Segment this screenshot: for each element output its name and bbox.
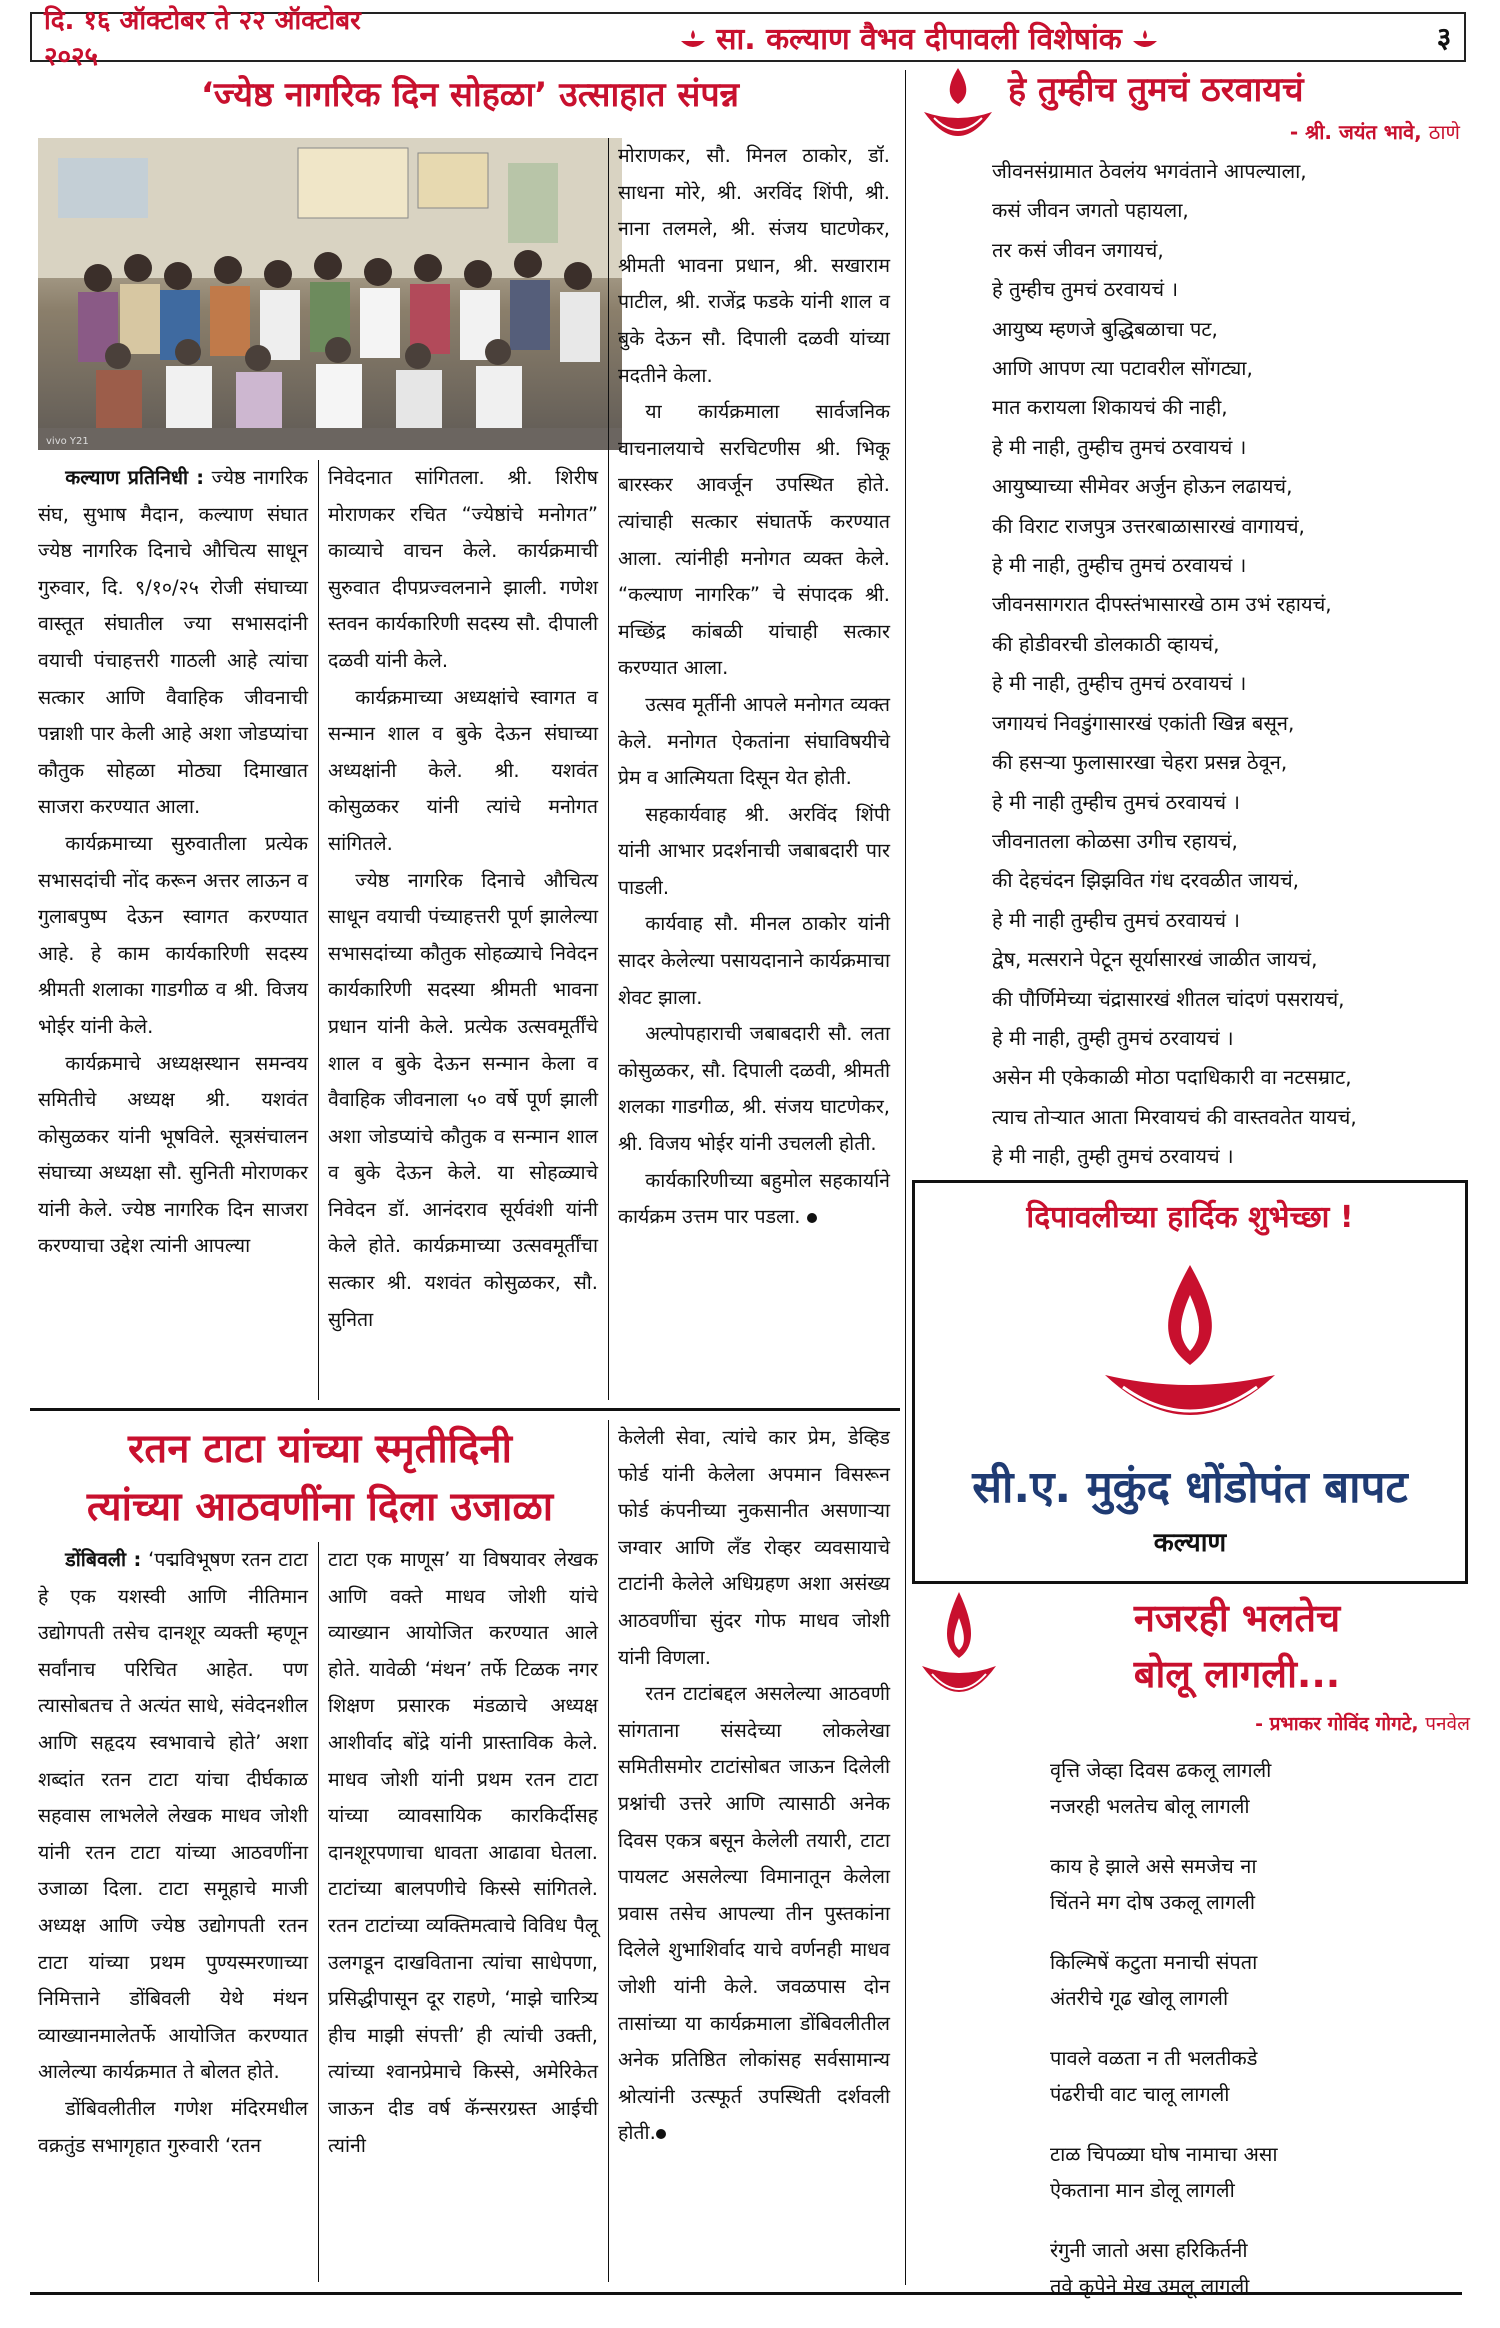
poem1-line: की हसऱ्या फुलासारखा चेहरा प्रसन्न ठेवून,	[992, 750, 1288, 775]
poem1-line: कसं जीवन जगतो पहायला,	[992, 198, 1189, 223]
photo-watermark: vivo Y21	[46, 436, 89, 447]
poem1-line: त्याच तोऱ्यात आता मिरवायचं की वास्तवतेत यायचं,	[992, 1104, 1357, 1129]
article1-para: कार्यवाह सौ. मीनल ठाकोर यांनी सादर केलेल्या पसायदानाने कार्यक्रमाचा शेवट झाला.	[618, 912, 890, 1009]
article1-para: सहकार्यवाह श्री. अरविंद शिंपी यांनी आभार प्रदर्शनाची जबाबदारी पार पाडली.	[618, 802, 890, 899]
article1-para: कार्यकारिणीच्या बहुमोल सहकार्याने कार्यक्रम उत्तम पार पडला.	[618, 1168, 890, 1229]
event-photo	[38, 138, 622, 450]
end-bullet-icon	[656, 2129, 666, 2139]
poem2-body	[1050, 1752, 1450, 2328]
article2-para: टाटा एक माणूस’ या विषयावर लेखक आणि वक्ते माधव जोशी यांचे व्याख्यान आयोजित करण्यात आले होते. यावेळी ‘मंथन’ तर्फे टिळक नगर शिक्षण प्रसारक मंडळाचे अध्यक्ष आशीर्वाद बोंद्रे यांनी प्रास्ताविक केले. माधव जोशी यांनी प्रथम रतन टाटा यांच्या व्यावसायिक कारकिर्दीसह दानशूरपणाचा धावता आढावा घेतला. टाटांच्या बालपणीचे किस्से सांगितले. रतन टाटांच्या व्यक्तिमत्वाचे विविध पैलू उलगडून दाखविताना त्यांचा साधेपणा, प्रसिद्धीपासून दूर राहणे, ‘माझे चारित्र्य हीच माझी संपत्ती’ ही त्यांची उक्ती, त्यांच्या श्वानप्रेमाचे किस्से, अमेरिकेत जाऊन दीड वर्ष कॅन्सरग्रस्त आईची त्यांनी	[328, 1548, 598, 2157]
poem1-author: - श्री. जयंत भावे,	[1289, 120, 1422, 144]
end-bullet-icon	[807, 1213, 817, 1223]
article2-headline	[30, 1420, 610, 1536]
article1-column-2	[328, 460, 598, 1338]
greeting-box	[912, 1180, 1468, 1584]
poem2-line: ऐकताना मान डोलू लागली	[1050, 2178, 1235, 2202]
poem2-author: - प्रभाकर गोविंद गोगटे,	[1255, 1713, 1419, 1735]
article1-para: या कार्यक्रमाला सार्वजनिक वाचनालयाचे सरचिटणीस श्री. भिकू बारस्कर आवर्जून उपस्थित होते. त्यांचाही सत्कार संघातर्फे करण्यात आला. त्यांनीही मनोगत व्यक्त केले. “कल्याण नागरिक” चे संपादक श्री. मच्छिंद्र कांबळी यांचाही सत्कार करण्यात आला.	[618, 400, 890, 680]
column-divider	[608, 1420, 609, 2282]
poem1-title: हे तुम्हीच तुमचं ठरवायचं	[1008, 70, 1304, 110]
poem2-line: पंढरीची वाट चालू लागली	[1050, 2082, 1230, 2106]
poem2-stanza	[1050, 1848, 1450, 1920]
article1-dateline: कल्याण प्रतिनिधी :	[65, 466, 204, 489]
right-column-divider	[905, 70, 906, 2285]
column-divider	[608, 138, 609, 1400]
poem1-line: की होडीवरची डोलकाठी व्हायचं,	[992, 631, 1220, 656]
poem2-stanza	[1050, 2232, 1450, 2304]
poem2-place: पनवेल	[1425, 1713, 1470, 1735]
poem1-line: की विराट राजपुत्र उत्तरबाळासारखं वागायचं,	[992, 513, 1305, 538]
diya-icon	[680, 29, 706, 51]
poem2-stanza	[1050, 1752, 1450, 1824]
poem2-line: चिंतने मग दोष उकलू लागली	[1050, 1890, 1256, 1914]
poem2-line: अंतरीचे गूढ खोलू लागली	[1050, 1986, 1229, 2010]
poem1-line: मात करायला शिकायचं की नाही,	[992, 395, 1228, 420]
greeting-title: दिपावलीच्या हार्दिक शुभेच्छा !	[1026, 1200, 1354, 1235]
article1-para: ज्येष्ठ नागरिक संघ, सुभाष मैदान, कल्याण संघात ज्येष्ठ नागरिक दिनाचे औचित्य साधून गुरुवार, दि. ९/१०/२५ रोजी संघाच्या वास्तूत संघातील ज्या सभासदांनी वयाची पंचाहत्तरी गाठली आहे त्यांचा सत्कार आणि वैवाहिक जीवनाची पन्नाशी पार केली आहे अशा जोडप्यांचा कौतुक सोहळा मोठ्या दिमाखात साजरा करण्यात आला.	[38, 466, 308, 819]
poem2-title-line1: नजरही भलतेच	[1133, 1596, 1341, 1640]
poem1-line: द्वेष, मत्सराने पेटून सूर्यासारखं जाळीत जायचं,	[992, 947, 1318, 972]
article1-column-1	[38, 460, 308, 1265]
column-divider	[318, 1542, 319, 2282]
poem2-line: पावले वळता न ती भलतीकडे	[1050, 2046, 1258, 2070]
article1-para: ज्येष्ठ नागरिक दिनाचे औचित्य साधून वयाची पंच्याहत्तरी पूर्ण झालेल्या सभासदांच्या कौतुक सोहळ्याचे निवेदन कार्यकारिणी सदस्या श्रीमती भावना प्रधान यांनी केले. प्रत्येक उत्सवमूर्तींचे शाल व बुके देऊन सन्मान केला व वैवाहिक जीवनाला ५० वर्षे पूर्ण झाली अशा जोडप्यांचे कौतुक व सन्मान शाल व बुके देऊन केले. या सोहळ्याचे निवेदन डॉ. आनंदराव सूर्यवंशी यांनी केले होते. कार्यक्रमाच्या उत्सवमूर्तींचा सत्कार श्री. यशवंत कोसुळकर, सौ. सुनिता	[328, 868, 598, 1331]
diya-flame-icon	[918, 64, 998, 154]
poem2-line: रंगुनी जातो असा हरिकिर्तनी	[1050, 2238, 1248, 2262]
poem1-line: आयुष्य म्हणजे बुद्धिबळाचा पट,	[992, 316, 1218, 341]
event-photo-illustration	[38, 138, 622, 450]
page-number: ३	[1436, 21, 1452, 54]
greeting-diya-icon	[1095, 1255, 1285, 1445]
article2-para: रतन टाटांबद्दल असलेल्या आठवणी सांगताना संसदेच्या लोकलेखा समितीसमोर टाटांसोबत जाऊन दिलेली प्रश्नांची उत्तरे आणि त्यासाठी अनेक दिवस एकत्र बसून केलेली तयारी, टाटा पायलट असलेल्या विमानातून केलेला प्रवास तसेच आपल्या तीन पुस्तकांना दिलेले शुभाशिर्वाद याचे वर्णनही माधव जोशी यांनी केले. जवळपास दोन तासांच्या या कार्यक्रमाला डोंबिवलीतील अनेक प्रतिष्ठित लोकांसह सर्वसामान्य श्रोत्यांनी उत्स्फूर्त उपस्थिती दर्शवली होती.	[618, 1682, 890, 2145]
poem1-line: जगायचं निवडुंगासारखं एकांती खिन्न बसून,	[992, 710, 1295, 735]
poem2-line: तवे कृपेने मेख उमलू लागली	[1050, 2274, 1250, 2298]
article2-headline-line1: रतन टाटा यांच्या स्मृतीदिनी	[128, 1426, 512, 1472]
poem1-place: ठाणे	[1428, 120, 1460, 144]
poem2-line: टाळ चिपळ्या घोष नामाचा असा	[1050, 2142, 1278, 2166]
poem2-title-line2: बोलू लागली...	[1133, 1652, 1341, 1696]
article2-dateline: डोंबिवली :	[65, 1548, 142, 1571]
poem1-line: हे मी नाही तुम्हीच तुमचं ठरवायचं ।	[992, 907, 1240, 932]
article1-headline: ‘ज्येष्ठ नागरिक दिन सोहळा’ उत्साहात संपन्न	[200, 75, 740, 115]
poem1-byline	[1040, 118, 1460, 145]
poem1-line: हे तुम्हीच तुमचं ठरवायचं ।	[992, 277, 1179, 302]
column-divider	[318, 460, 319, 1400]
poem1-line: असेन मी एकेकाळी मोठा पदाधिकारी वा नटसम्राट,	[992, 1065, 1352, 1090]
article2-column-2	[328, 1542, 598, 2164]
article2-para: डोंबिवलीतील गणेश मंदिरमधील वक्रतुंड सभागृहात गुरुवारी ‘रतन	[38, 2096, 308, 2157]
poem1-line: आयुष्याच्या सीमेवर अर्जुन होऊन लढायचं,	[992, 474, 1293, 499]
publication-title	[414, 17, 1424, 58]
issue-date: दि. १६ ऑक्टोबर ते २२ ऑक्टोबर २०२५	[44, 6, 361, 72]
article1-para: कार्यक्रमाचे अध्यक्षस्थान समन्वय समितीचे अध्यक्ष श्री. यशवंत कोसुळकर यांनी भूषविले. सूत्रसंचालन संघाच्या अध्यक्षा सौ. सुनिती मोराणकर यांनी केले. ज्येष्ठ नागरिक दिन साजरा करण्याचा उद्देश त्यांनी आपल्या	[38, 1051, 308, 1258]
article1-para: निवेदनात सांगितला. श्री. शिरीष मोराणकर रचित “ज्येष्ठांचे मनोगत” काव्याचे वाचन केले. कार्यक्रमाची सुरुवात दीपप्रज्वलनाने झाली. गणेश स्तवन कार्यकारिणी सदस्य सौ. दीपाली दळवी यांनी केले.	[328, 466, 598, 672]
poem2-line: काय हे झाले असे समजेच ना	[1050, 1854, 1257, 1878]
greeting-place: कल्याण	[1153, 1528, 1227, 1558]
greeting-name: सी.ए. मुकुंद धोंडोपंत बापट	[972, 1462, 1408, 1513]
poem2-byline	[1000, 1710, 1470, 1736]
article1-para: कार्यक्रमाच्या सुरुवातीला प्रत्येक सभासदांची नोंद करून अत्तर लाऊन व गुलाबपुष्प देऊन स्वागत करण्यात आहे. हे काम कार्यकारिणी सदस्य श्रीमती शलाका गाडगीळ व श्री. विजय भोईर यांनी केले.	[38, 831, 308, 1038]
diya-flame-icon	[918, 1588, 1000, 1718]
poem2-line: नजरही भलतेच बोलू लागली	[1050, 1794, 1250, 1818]
poem1-line: तर कसं जीवन जगायचं,	[992, 237, 1164, 262]
article1-para: कार्यक्रमाच्या अध्यक्षांचे स्वागत व सन्मान शाल व बुके देऊन संघाच्या अध्यक्षांनी केले. श्री. यशवंत कोसुळकर यांनी त्यांचे मनोगत सांगितले.	[328, 685, 598, 855]
poem2-line: वृत्ति जेव्हा दिवस ढकलू लागली	[1050, 1758, 1272, 1782]
poem1-line: आणि आपण त्या पटावरील सोंगट्या,	[992, 356, 1253, 381]
poem1-line: जीवनसागरात दीपस्तंभासारखे ठाम उभं रहायचं,	[992, 592, 1332, 617]
poem1-line: हे मी नाही तुम्हीच तुमचं ठरवायचं ।	[992, 789, 1240, 814]
article2-column-1	[38, 1542, 308, 2164]
poem1-line: की पौर्णिमेच्या चंद्रासारखं शीतल चांदणं पसरायचं,	[992, 986, 1345, 1011]
article1-para: मोराणकर, सौ. मिनल ठाकोर, डॉ. साधना मोरे, श्री. अरविंद शिंपी, श्री. नाना तलमले, श्री. संजय घाटणेकर, श्रीमती भावना प्रधान, श्री. सखाराम पाटील, श्री. राजेंद्र फडके यांनी शाल व बुके देऊन सौ. दिपाली दळवी यांच्या मदतीने केला.	[618, 144, 890, 387]
article1-para: अल्पोपहाराची जबाबदारी सौ. लता कोसुळकर, सौ. दिपाली दळवी, श्रीमती शलका गाडगीळ, श्री. संजय घाटणेकर, श्री. विजय भोईर यांनी उचलली होती.	[618, 1022, 890, 1156]
poem2-title	[1012, 1590, 1462, 1702]
diya-icon	[1132, 29, 1158, 51]
poem1-line: जीवनातला कोळसा उगीच रहायचं,	[992, 828, 1238, 853]
section-divider	[30, 1408, 900, 1411]
article2-para: केलेली सेवा, त्यांचे कार प्रेम, डेव्हिड फोर्ड यांनी केलेला अपमान विसरून फोर्ड कंपनीच्या नुकसानीत असणाऱ्या जग्वार आणि लँड रोव्हर व्यवसायाचे टाटांनी केलेले अधिग्रहण अशा असंख्य आठवणींचा सुंदर गोफ माधव जोशी यांनी विणला.	[618, 1426, 890, 1669]
article2-column-3	[618, 1420, 890, 2152]
publication-title-text: सा. कल्याण वैभव दीपावली विशेषांक	[716, 21, 1122, 57]
poem1-line: हे मी नाही, तुम्हीच तुमचं ठरवायचं ।	[992, 553, 1247, 578]
poem1-line: जीवनसंग्रामात ठेवलंय भगवंताने आपल्याला,	[992, 159, 1307, 183]
poem1-line: हे मी नाही, तुम्ही तुमचं ठरवायचं ।	[992, 1144, 1234, 1169]
poem1-line: हे मी नाही, तुम्हीच तुमचं ठरवायचं ।	[992, 434, 1247, 459]
article1-column-3	[618, 138, 890, 1236]
poem2-line: किल्मिषें कटुता मनाची संपता	[1050, 1950, 1258, 1974]
poem2-stanza	[1050, 2040, 1450, 2112]
article2-para: ‘पद्मविभूषण रतन टाटा हे एक यशस्वी आणि नीतिमान उद्योगपती तसेच दानशूर व्यक्ती म्हणून सर्वांनाच परिचित आहेत. पण त्यासोबतच ते अत्यंत साधे, संवेदनशील आणि सहृदय स्वभावाचे होते’ अशा शब्दांत रतन टाटा यांचा दीर्घकाळ सहवास लाभलेले लेखक माधव जोशी यांनी रतन टाटा यांच्या आठवणींना उजाळा दिला. टाटा समूहाचे माजी अध्यक्ष आणि ज्येष्ठ उद्योगपती रतन टाटा यांच्या प्रथम पुण्यस्मरणाच्या निमित्ताने डोंबिवली येथे मंथन व्याख्यानमालेतर्फे आयोजित करण्यात आलेल्या कार्यक्रमात ते बोलत होते.	[38, 1548, 308, 2084]
poem1-line: की देहचंदन झिझवित गंध दरवळीत जायचं,	[992, 868, 1300, 893]
page-header	[30, 6, 1466, 72]
article2-headline-line2: त्यांच्या आठवणींना दिला उजाळा	[86, 1484, 554, 1530]
poem1-body	[992, 152, 1462, 1177]
poem2-stanza	[1050, 2136, 1450, 2208]
poem1-line: हे मी नाही, तुम्ही तुमचं ठरवायचं ।	[992, 1025, 1234, 1050]
article1-para: उत्सव मूर्तीनी आपले मनोगत व्यक्त केले. मनोगत ऐकतांना संघाविषयीचे प्रेम व आत्मियता दिसून येत होती.	[618, 692, 890, 790]
poem1-line: हे मी नाही, तुम्हीच तुमचं ठरवायचं ।	[992, 671, 1247, 696]
poem2-stanza	[1050, 1944, 1450, 2016]
